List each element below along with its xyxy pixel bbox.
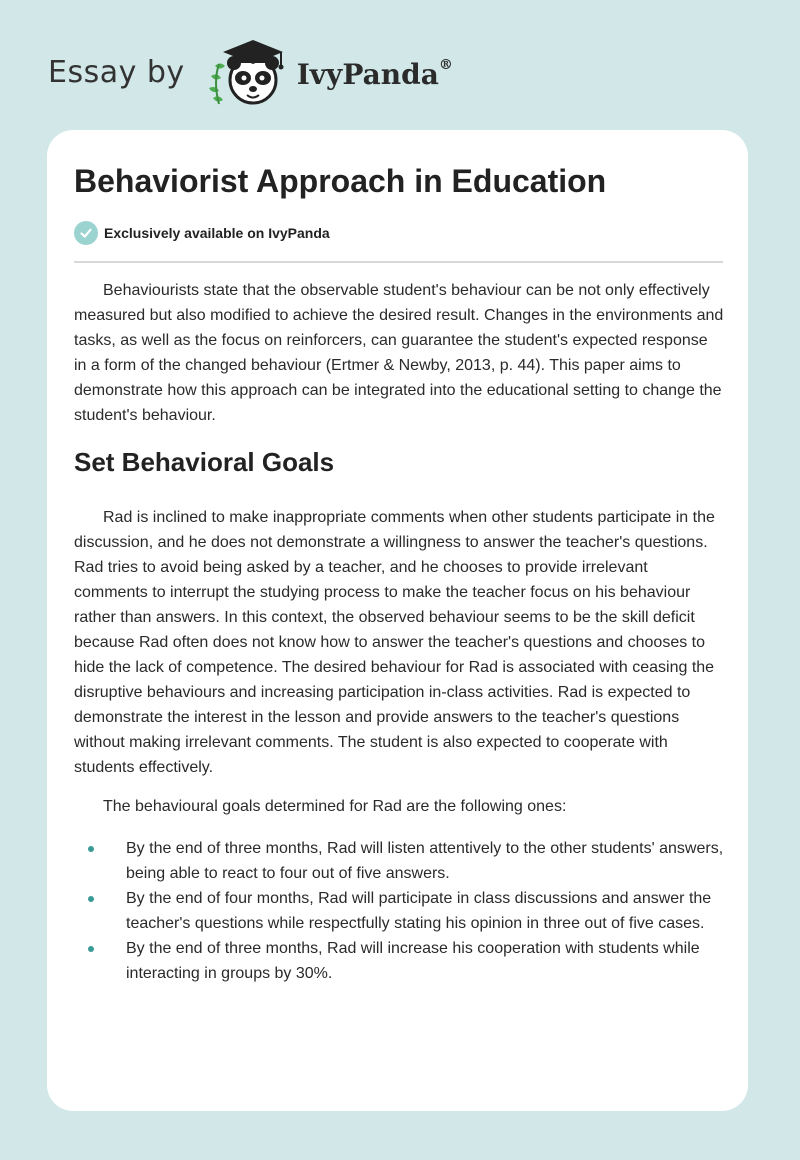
goals-list (74, 836, 724, 986)
goals-intro: The behavioural goals determined for Rad are the following ones: (103, 798, 567, 815)
goal-text: By the end of four months, Rad will participate in class discussions and answer the teacher's questions while respectfully stating his opinion in three out of five cases. (126, 890, 712, 932)
bullet-icon (88, 846, 94, 852)
essay-card (47, 130, 748, 1111)
section-heading: Set Behavioral Goals (74, 447, 335, 477)
registered-mark: ® (438, 57, 453, 74)
exclusive-badge-label: Exclusively available on IvyPanda (104, 225, 330, 241)
list-item (74, 936, 724, 986)
bullet-icon (88, 896, 94, 902)
list-item (74, 886, 724, 936)
exclusive-badge (74, 221, 330, 245)
bullet-icon (88, 946, 94, 952)
site-header (48, 36, 453, 108)
panda-logo-icon[interactable] (203, 36, 293, 108)
brand-name[interactable]: IvyPanda® (296, 57, 453, 91)
section-paragraph: Rad is inclined to make inappropriate comments when other students participate in the discussion, and he does not demonstrate a willingness to answer the teacher's questions. Rad tries to avoid being asked by a teacher, and he chooses to provide irrelevant comments to interrupt the studying process to make the teacher focus on his behaviour rather than answers. In this context, the observed behaviour seems to be the skill deficit because Rad often does not know how to answer the teacher's questions and chooses to hide the lack of competence. The desired behaviour for Rad is associated with ceasing the disruptive behaviours and increasing participation in-class activities. Rad is expected to demonstrate the interest in the lesson and provide answers to the teacher's questions without making irrelevant comments. The student is also expected to cooperate with students effectively. (74, 509, 715, 776)
goal-text: By the end of three months, Rad will listen attentively to the other students' answers, being able to react to four out of five answers. (126, 840, 724, 882)
essay-by-label: Essay by (48, 54, 185, 90)
goal-text: By the end of three months, Rad will increase his cooperation with students while interacting in groups by 30%. (126, 940, 700, 982)
list-item (74, 836, 724, 886)
check-icon (74, 221, 98, 245)
intro-paragraph: Behaviourists state that the observable student's behaviour can be not only effectively measured but also modified to achieve the desired result. Changes in the environments and tasks, as well as the focus on reinforcers, can guarantee the student's expected response in a form of the changed behaviour (Ertmer & Newby, 2013, p. 44). This paper aims to demonstrate how this approach can be integrated into the educational setting to change the student's behaviour. (74, 282, 724, 424)
title-divider (74, 261, 723, 263)
page-title: Behaviorist Approach in Education (74, 163, 607, 199)
